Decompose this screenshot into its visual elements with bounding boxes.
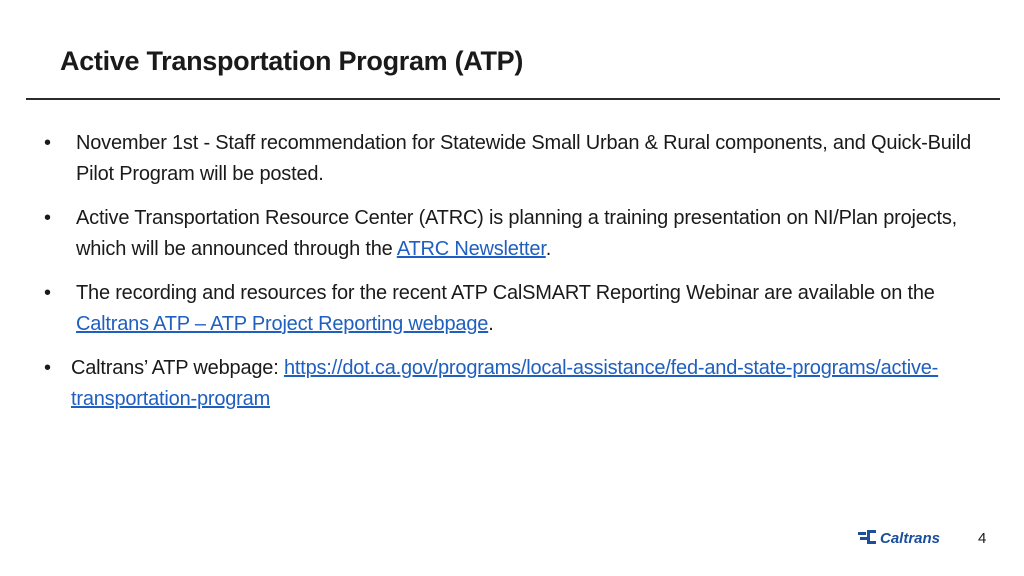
slide-title: Active Transportation Program (ATP): [60, 46, 524, 76]
bullet-text-end: .: [488, 313, 494, 335]
bullet-text: Caltrans’ ATP webpage:: [71, 357, 284, 379]
bullet-list: [44, 128, 994, 428]
bullet-dot: •: [44, 207, 51, 229]
atrc-newsletter-link[interactable]: ATRC Newsletter: [396, 238, 546, 260]
bullet-item-webpage: [44, 353, 994, 415]
title-divider: [26, 98, 1000, 100]
bullet-text: The recording and resources for the recent ATP CalSMART Reporting Webinar are available on the: [76, 282, 935, 304]
logo-wordmark: Caltrans: [880, 530, 941, 546]
bullet-text: November 1st - Staff recommendation for Statewide Small Urban & Rural components, and Quick-Build Pilot Program will be posted.: [76, 132, 972, 185]
atp-webpage-link[interactable]: https://dot.ca.gov/programs/local-assistance/fed-and-state-programs/active-transportation-program: [71, 357, 939, 410]
caltrans-logo-icon: [858, 528, 956, 546]
bullet-text-end: .: [545, 238, 552, 260]
bullet-item-recording: [44, 278, 994, 340]
atp-project-reporting-link[interactable]: Caltrans ATP – ATP Project Reporting webpage: [76, 313, 489, 335]
bullet-text: Active Transportation Resource Center (ATRC) is planning a training presentation on NI/Plan projects, which will be announced through the: [76, 207, 957, 260]
bullet-dot: •: [44, 357, 51, 379]
bullet-dot: •: [44, 132, 51, 154]
bullet-item-atrc: [44, 203, 994, 265]
page-number: 4: [978, 530, 987, 547]
bullet-item-november: [44, 128, 994, 190]
bullet-dot: •: [44, 282, 51, 304]
